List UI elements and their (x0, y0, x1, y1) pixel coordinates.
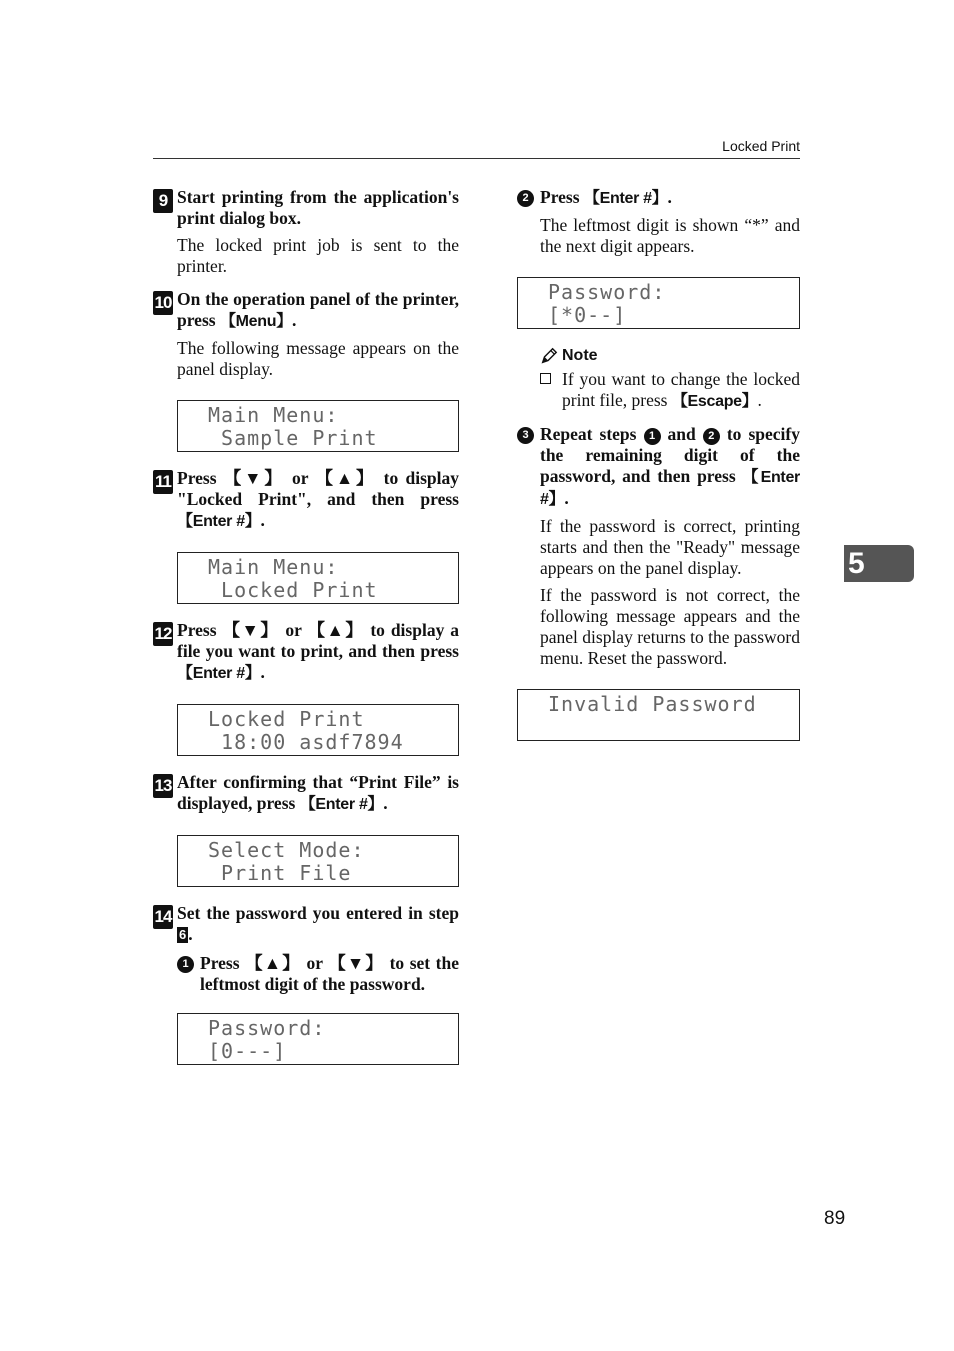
lcd-display (517, 277, 800, 329)
note-title: Note (562, 347, 598, 364)
instr-text: Press 【▼】 or 【▲】 to display "Locked Print", and then press (177, 468, 459, 509)
lcd-line-2: Locked Print (208, 578, 378, 602)
enter-key: 【Enter #】 (540, 469, 800, 508)
step-instruction (177, 289, 459, 332)
chapter-tab: 5 (844, 545, 914, 582)
substep-3 (517, 424, 800, 669)
step-number: 11 (153, 470, 173, 494)
note-block (540, 347, 800, 412)
enter-key: 【Enter #】 (177, 665, 261, 682)
lcd-line-1: Select Mode: (208, 838, 365, 862)
instr-text: Press 【▼】 or 【▲】 to display a file you want to print, and then press (177, 620, 459, 661)
lcd-display (177, 552, 459, 604)
enter-key: 【Enter #】 (299, 796, 384, 813)
step-11 (153, 468, 459, 532)
checkbox-bullet-icon (540, 373, 551, 384)
lcd-line-1: Password: (208, 1016, 326, 1040)
menu-key: 【Menu】 (219, 313, 292, 330)
lcd-line-2: Print File (208, 861, 352, 885)
substep-1 (177, 953, 459, 995)
substep-2 (517, 187, 800, 257)
substep-number: 2 (517, 190, 534, 207)
step-13 (153, 772, 459, 815)
instr-text: and (660, 424, 703, 444)
instr-text: . (667, 187, 672, 207)
lcd-line-1: Main Menu: (208, 555, 339, 579)
escape-key: 【Escape】 (671, 393, 758, 410)
step-10 (153, 289, 459, 380)
instr-text: Press (540, 187, 584, 207)
enter-key: 【Enter #】 (177, 513, 261, 530)
step-instruction (177, 620, 459, 684)
note-text: If you want to change the locked print file, press (562, 369, 800, 410)
step-number: 9 (153, 189, 173, 213)
step-description: The following message appears on the panel display. (177, 338, 459, 379)
header-rule (153, 158, 800, 159)
substep-description: If the password is not correct, the following message appears and the panel display returns to the password menu. Reset the password. (540, 585, 801, 668)
lcd-line-2: [*0--] (548, 303, 627, 327)
substep-instruction: Press 【▲】 or 【▼】 to set the leftmost digit of the password. (200, 953, 459, 994)
lcd-line-1: Invalid Password (548, 692, 757, 716)
note-heading (540, 347, 800, 365)
lcd-line-1: Locked Print (208, 707, 365, 731)
step-number: 10 (153, 291, 173, 315)
step-reference: 6 (179, 927, 187, 942)
running-header: Locked Print (722, 138, 800, 154)
instr-text: Repeat steps (540, 424, 644, 444)
lcd-display (177, 835, 459, 887)
instr-text: . (291, 310, 297, 330)
substep-instruction (540, 187, 800, 209)
lcd-display (177, 1013, 459, 1065)
substep-instruction (540, 424, 800, 510)
lcd-line-2: Sample Print (208, 426, 378, 450)
instr-text: Set the password you entered in step (177, 903, 459, 923)
instr-text: . (564, 488, 569, 508)
step-14 (153, 903, 459, 995)
enter-key: 【Enter #】 (583, 190, 668, 207)
instr-text: After confirming that “Print File” is displayed, press (177, 772, 459, 813)
step-instruction (177, 772, 459, 815)
step-9 (153, 187, 459, 277)
step-number: 14 (153, 905, 173, 929)
page-number: 89 (824, 1208, 846, 1229)
instr-text: . (188, 924, 193, 944)
lcd-display (517, 689, 800, 741)
substep-description: The leftmost digit is shown “*” and the next digit appears. (540, 215, 800, 256)
step-ref-1: 1 (644, 428, 661, 445)
step-instruction (177, 468, 459, 532)
lcd-display (177, 400, 459, 452)
note-item (540, 369, 800, 412)
substep-number: 1 (177, 956, 194, 973)
substep-description: If the password is correct, printing starts and then the "Ready" message appears on the panel display. (540, 516, 800, 578)
lcd-line-2: 18:00 asdf7894 (208, 730, 404, 754)
step-number: 12 (153, 622, 173, 646)
step-instruction: Start printing from the application's print dialog box. (177, 187, 459, 228)
note-text: . (757, 390, 762, 410)
right-column (517, 187, 800, 757)
lcd-line-1: Password: (548, 280, 666, 304)
substep-number: 3 (517, 427, 534, 444)
step-12 (153, 620, 459, 684)
lcd-line-2: [0---] (208, 1039, 287, 1063)
instr-text: . (260, 510, 265, 530)
instr-text: . (260, 662, 265, 682)
step-number: 13 (153, 774, 173, 798)
step-instruction (177, 903, 459, 945)
left-column (153, 187, 459, 1081)
step-ref-2: 2 (703, 428, 720, 445)
instr-text: . (383, 793, 388, 813)
lcd-display (177, 704, 459, 756)
lcd-line-1: Main Menu: (208, 403, 339, 427)
instr-text: On the operation panel of the printer, press (177, 289, 459, 330)
pencil-icon (540, 347, 558, 365)
step-description: The locked print job is sent to the printer. (177, 235, 459, 276)
instr-text: to specify the remaining digit of the password, and then press (540, 424, 800, 486)
